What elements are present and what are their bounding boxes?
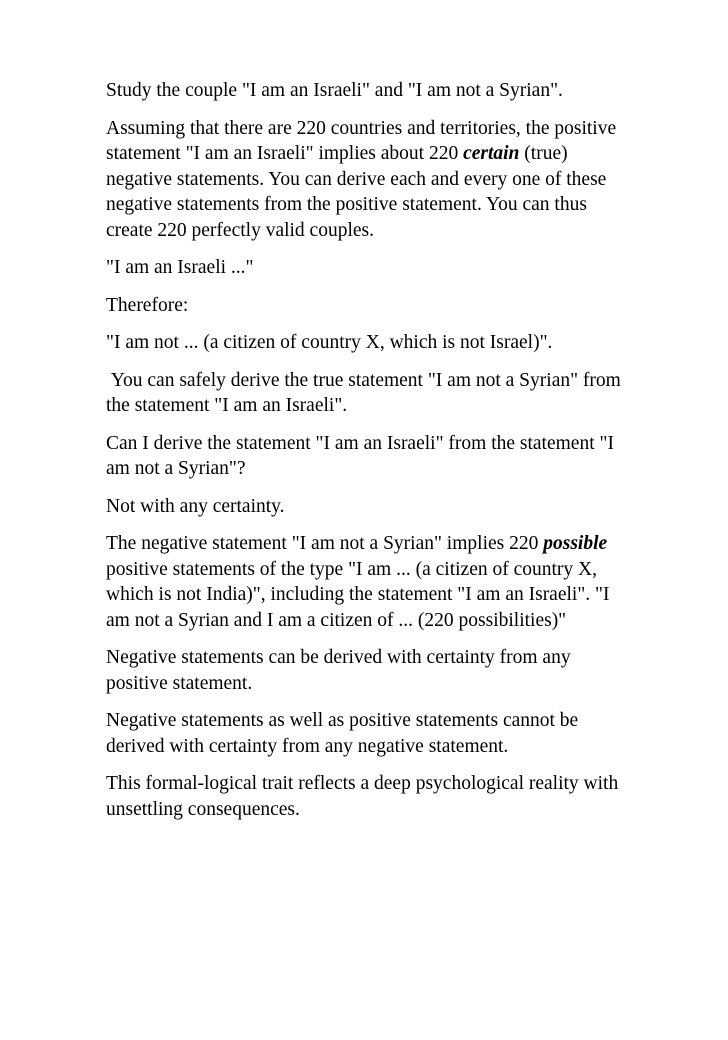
paragraph-question: Can I derive the statement "I am an Israeli" from the statement "I am not a Syrian"? xyxy=(106,432,614,479)
document-page xyxy=(106,78,626,834)
emphasis-possible: possible xyxy=(543,533,608,554)
paragraph-conclusion: This formal-logical trait reflects a deep psychological reality with unsettling consequences. xyxy=(106,773,619,820)
paragraph-negative-implies-text-end: positive statements of the type "I am ... (a citizen of country X, which is not India)", including the statement "I am an Israeli". "I am not a Syrian and I am a citizen of ... (220 possibilities)" xyxy=(106,558,610,631)
paragraph-negative-derived: Negative statements can be derived with certainty from any positive statement. xyxy=(106,647,571,694)
paragraph-quote-israeli: "I am an Israeli ..." xyxy=(106,257,254,278)
paragraph-assumption-text-start: Assuming that there are 220 countries and territories, the positive statement "I am an Israeli" implies about 220 xyxy=(106,117,617,164)
paragraph-quote-not-citizen: "I am not ... (a citizen of country X, which is not Israel)". xyxy=(106,332,553,353)
paragraph-negative-implies xyxy=(106,531,626,633)
paragraph-assumption xyxy=(106,116,626,244)
paragraph-cannot-derive: Negative statements as well as positive statements cannot be derived with certainty from any negative statement. xyxy=(106,710,579,757)
emphasis-certain: certain xyxy=(463,143,520,164)
paragraph-answer: Not with any certainty. xyxy=(106,495,285,517)
paragraph-assumption-text-end: (true) negative statements. You can derive each and every one of these negative statements from the positive statement. You can thus create 220 perfectly valid couples. xyxy=(106,143,607,241)
paragraph-negative-implies-text-start: The negative statement "I am not a Syrian" implies 220 xyxy=(106,533,544,554)
paragraph-derive-true: You can safely derive the true statement "I am not a Syrian" from the statement "I am an Israeli". xyxy=(106,369,626,416)
paragraph-therefore: Therefore: xyxy=(106,294,189,316)
paragraph-intro: Study the couple "I am an Israeli" and "I am not a Syrian". xyxy=(106,80,563,101)
